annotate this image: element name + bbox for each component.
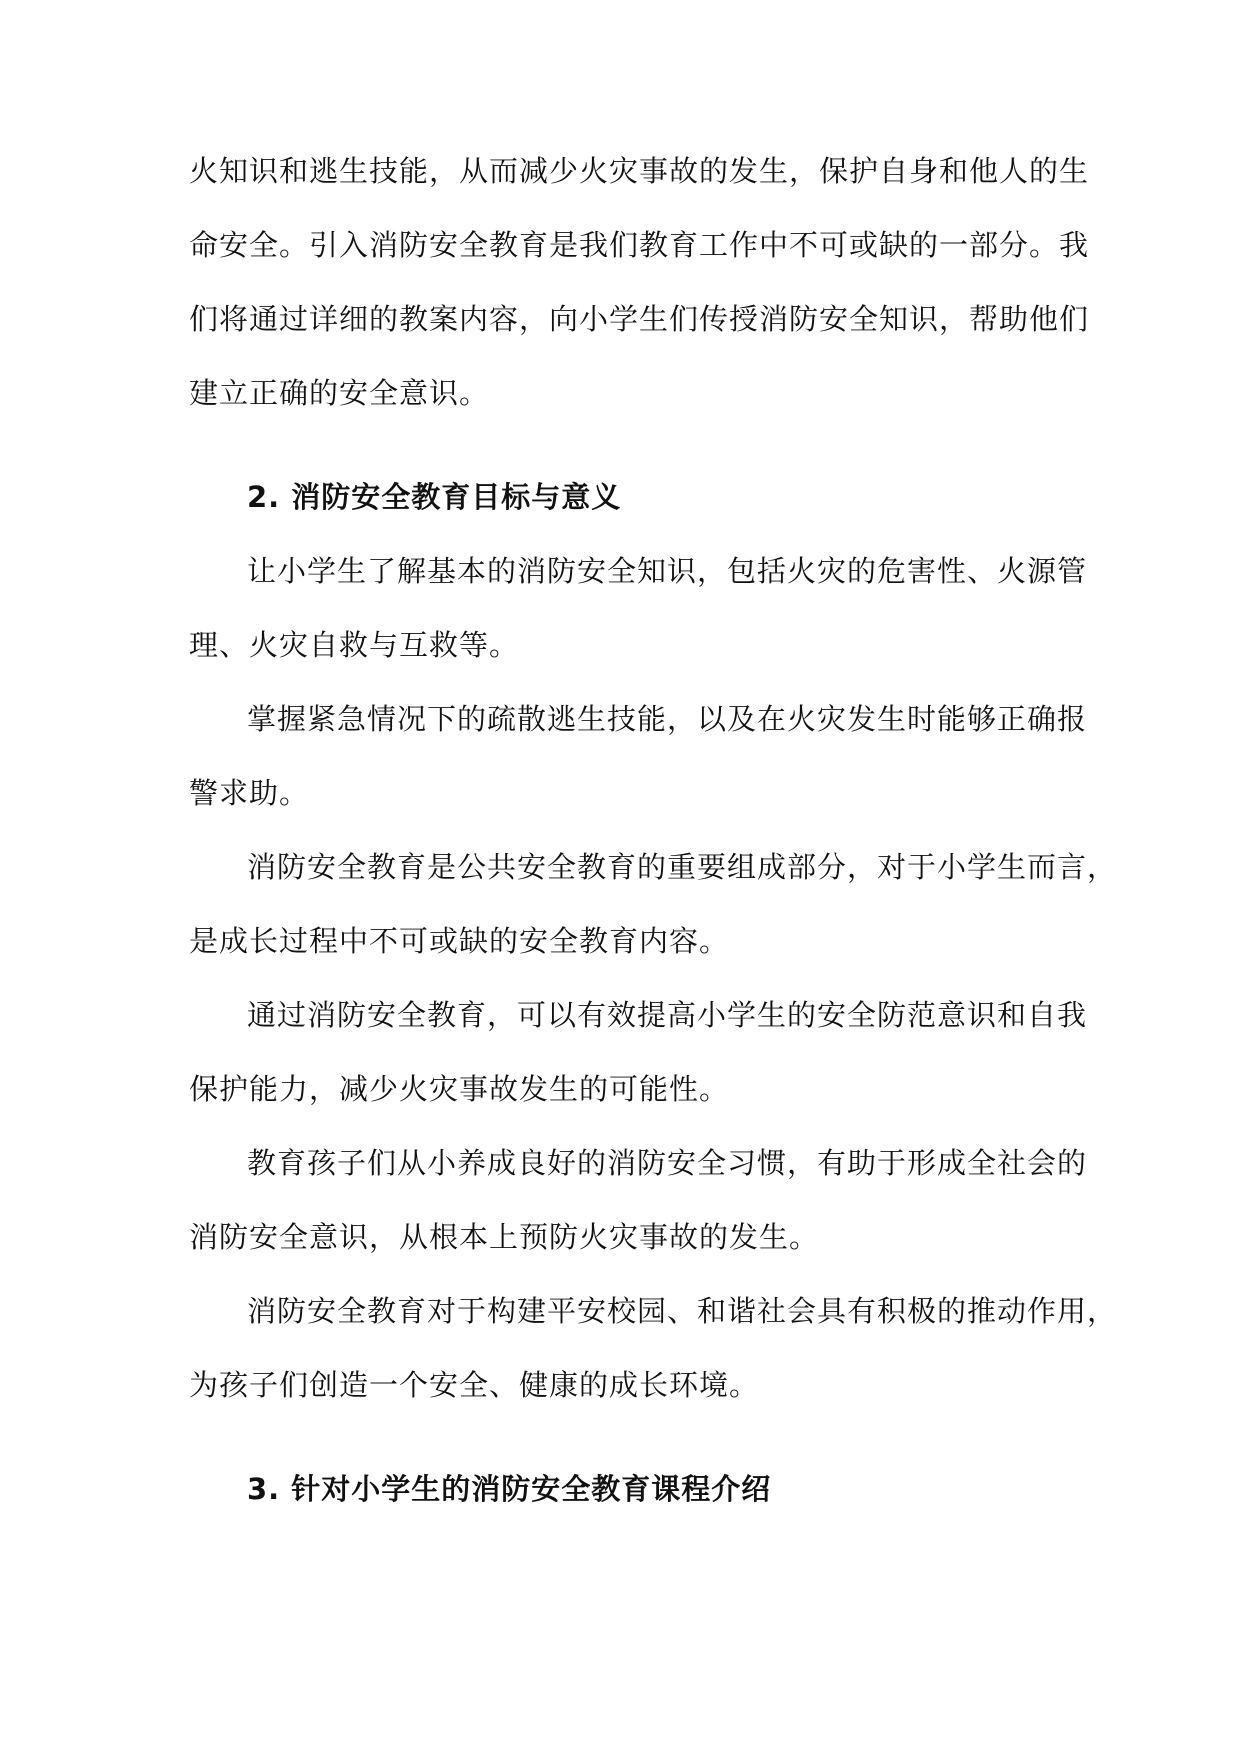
intro-line-1: 火知识和逃生技能，从而减少火灾事故的发生，保护自身和他人的生 — [189, 154, 1090, 188]
paragraph-line: 为孩子们创造一个安全、健康的成长环境。 — [189, 1368, 760, 1402]
paragraph-line: 保护能力，减少火灾事故发生的可能性。 — [189, 1072, 730, 1106]
intro-line-2: 命安全。引入消防安全教育是我们教育工作中不可或缺的一部分。我 — [189, 228, 1090, 262]
section-2-paragraph-6 — [189, 1274, 1118, 1422]
paragraph-line: 消防安全教育是公共安全教育的重要组成部分，对于小学生而言， — [247, 850, 1118, 884]
paragraph-line: 通过消防安全教育，可以有效提高小学生的安全防范意识和自我 — [247, 998, 1088, 1032]
section-3-heading: 3. 针对小学生的消防安全教育课程介绍 — [247, 1472, 772, 1506]
section-2-paragraph-1 — [189, 534, 1088, 682]
section-2-paragraph-2 — [189, 682, 1088, 830]
paragraph-line: 警求助。 — [189, 776, 310, 810]
paragraph-line: 让小学生了解基本的消防安全知识，包括火灾的危害性、火源管 — [247, 554, 1088, 588]
section-2-paragraph-5 — [189, 1126, 1088, 1274]
section-2-heading: 2. 消防安全教育目标与意义 — [247, 480, 622, 514]
paragraph-line: 理、火灾自救与互救等。 — [189, 628, 520, 662]
intro-line-4: 建立正确的安全意识。 — [189, 376, 490, 410]
section-2-paragraph-4 — [189, 978, 1088, 1126]
paragraph-line: 掌握紧急情况下的疏散逃生技能，以及在火灾发生时能够正确报 — [247, 702, 1088, 736]
intro-paragraph — [189, 134, 1090, 430]
intro-line-3: 们将通过详细的教案内容，向小学生们传授消防安全知识，帮助他们 — [189, 302, 1090, 336]
paragraph-line: 消防安全意识，从根本上预防火灾事故的发生。 — [189, 1220, 820, 1254]
section-2-paragraph-3 — [189, 830, 1118, 978]
paragraph-line: 是成长过程中不可或缺的安全教育内容。 — [189, 924, 730, 958]
paragraph-line: 教育孩子们从小养成良好的消防安全习惯，有助于形成全社会的 — [247, 1146, 1088, 1180]
paragraph-line: 消防安全教育对于构建平安校园、和谐社会具有积极的推动作用， — [247, 1294, 1118, 1328]
document-body — [189, 134, 1118, 1526]
